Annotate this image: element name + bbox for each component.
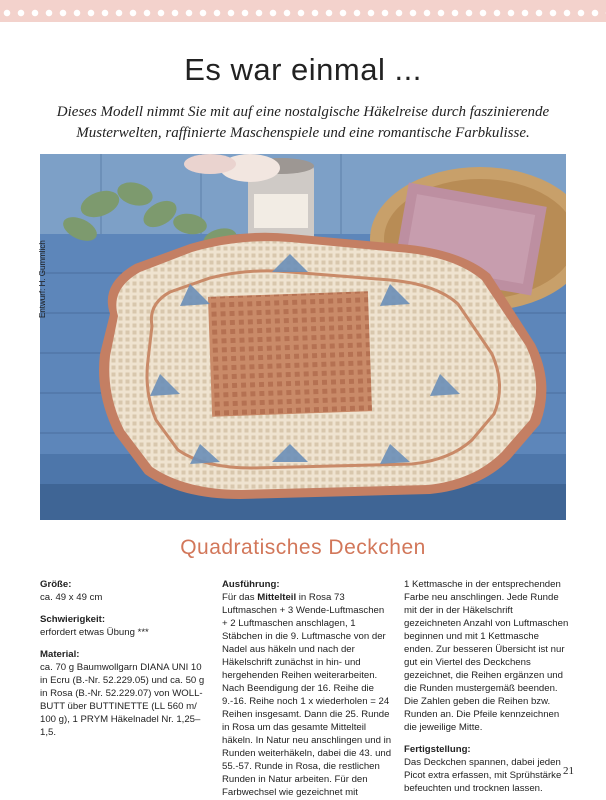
instructions-continuation: 1 Kettmasche in der entsprechenden Farbe neu anschlingen. Jede Runde mit der in der Häkelschrift gezeichneten Anzahl von Luftmaschen beginnen und mit 1 Kettmasche enden. Zur besseren Übersicht ist nur gut ein Viertel des Deckchens gezeichnet, die Reihen ergänzen und die Runden mustergemäß beenden. Die Zahlen geben die Reihen bzw. Runden an. Die Pfeile kennzeichnen die jeweilige Mitte. — [404, 579, 569, 733]
material-block — [40, 648, 210, 739]
material-text: ca. 70 g Baumwollgarn DIANA UNI 10 in Ecru (B.-Nr. 52.229.05) und ca. 50 g in Rosa (B.-Nr. 52.229.07) von WOLL-BUTT über BUTTINETTE (LL 560 m/ 100 g), 1 PRYM Häkelnadel Nr. 1,25–1,5. — [40, 662, 205, 738]
difficulty-text: erfordert etwas Übung *** — [40, 627, 149, 638]
size-text: ca. 49 x 49 cm — [40, 592, 103, 603]
difficulty-block — [40, 613, 210, 639]
scallop-pattern — [0, 6, 606, 20]
finishing-heading: Fertigstellung: — [404, 744, 471, 755]
size-block — [40, 578, 210, 604]
instructions-text — [222, 591, 392, 799]
section-title: Quadratisches Deckchen — [180, 536, 426, 559]
decorative-top-border — [0, 0, 606, 22]
instructions-text-rest: in Rosa 73 Luftmaschen + 3 Wende-Luftmaschen + 2 Luftmaschen anschlagen, 1 Stäbchen in die 9. Luftmasche von der Nadel aus häkeln und nach der Häkelschrift zunächst in hin- und hergehenden Reihen weiterarbeiten. Nach Beendigung der 16. Reihe die 9.-16. Reihe noch 1 x wiederholen = 24 Reihen insgesamt. Dann die 25. Runde in Rosa um das gesamte Mittelteil häkeln. In Natur neu anschlingen und in Runden weiterhäkeln, dabei die 43. und 55.-57. Runde in Rosa, die restlichen Runden in Natur arbeiten. Für den Farbwechsel wie gezeichnet mit — [222, 592, 392, 798]
difficulty-heading: Schwierigkeit: — [40, 614, 106, 625]
page-title: Es war einmal ... — [184, 52, 422, 87]
doily-photo — [40, 154, 566, 520]
instructions-column — [222, 578, 392, 799]
intro-text: Dieses Modell nimmt Sie mit auf eine nostalgische Häkelreise durch faszinierende Musterwelten, raffinierte Maschenspiele und eine romantische Farbkulisse. — [56, 104, 550, 141]
instructions-heading: Ausführung: — [222, 579, 280, 590]
page-number: 21 — [563, 765, 574, 777]
details-column — [40, 578, 210, 748]
size-heading: Größe: — [40, 579, 72, 590]
finishing-text: Das Deckchen spannen, dabei jeden Picot extra erfassen, mit Sprühstärke befeuchten und trocknen lassen. — [404, 757, 562, 794]
material-heading: Material: — [40, 649, 80, 660]
instructions-text-start: Für das — [222, 592, 258, 603]
photo-credit: Entwurf: H. Gummlich — [38, 240, 47, 318]
instructions-bold-term: Mittelteil — [257, 592, 297, 603]
continuation-column — [404, 578, 570, 795]
